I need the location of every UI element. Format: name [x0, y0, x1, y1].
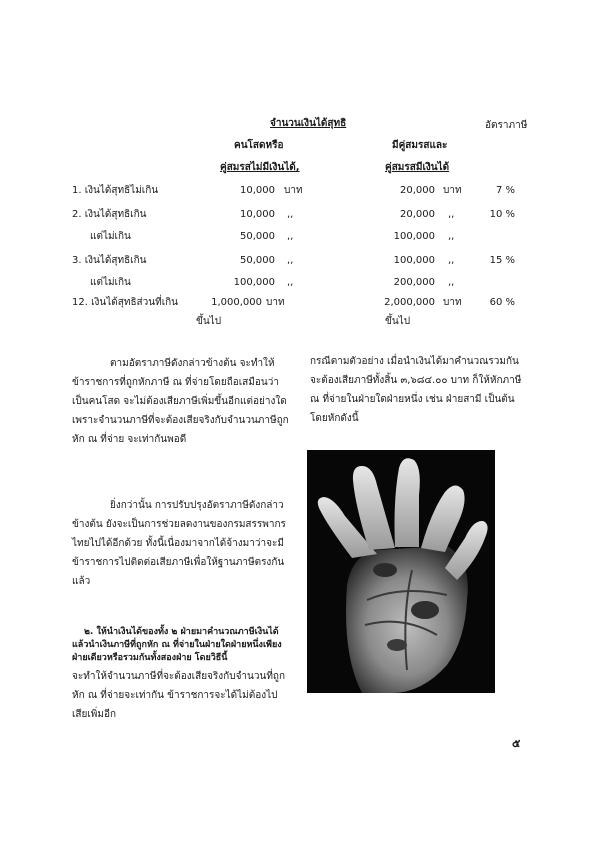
left-paragraph-2: ยิ่งกว่านั้น การปรับปรุงอัตราภาษีดังกล่าวข้างต้น ยังจะเป็นการช่วยลดงานของกรมสรรพากรไทยไปได้อีกด้วย ทั้งนี้เนื่องมาจากได้จ้างมาว่าจะมีข้าราชการไปติดต่อเสียภาษีเพื่อให้ฐานภาษีตรงกันแล้ว — [72, 500, 286, 587]
unit-married: ,, — [448, 277, 455, 288]
unit-single: ,, — [287, 277, 294, 288]
row-label: 2. เงินได้สุทธิเกิน — [72, 209, 147, 220]
unit-married: ,, — [448, 255, 455, 266]
col1-header-line2: คู่สมรสไม่มีเงินได้, — [220, 162, 300, 173]
col1-header-line1: คนโสดหรือ — [234, 140, 284, 151]
unit-single: ,, — [287, 209, 294, 220]
row-label: 3. เงินได้สุทธิเกิน — [72, 255, 147, 266]
left-paragraph-1: ตามอัตราภาษีดังกล่าวข้างต้น จะทำให้ข้าราชการที่ถูกหักภาษี ณ ที่จ่ายโดยถือเสมือนว่า เป็นคนโสด จะไม่ต้องเสียภาษีเพิ่มขึ้นอีกแต่อย่างใด เพราะจำนวนภาษีที่จะต้องเสียจริงกับจำนวนภาษีถูกหัก ณ ที่จ่าย จะเท่ากันพอดี — [72, 358, 289, 445]
value-married: 100,000 — [393, 255, 435, 266]
value-single: 100,000 — [233, 277, 275, 288]
col2-header-line2: คู่สมรสมีเงินได้ — [385, 162, 450, 173]
row-label: แต่ไม่เกิน — [90, 231, 131, 242]
table-title: จำนวนเงินได้สุทธิ — [270, 118, 347, 129]
unit-single: บาท — [284, 185, 303, 196]
col2-footer: ขึ้นไป — [385, 316, 411, 327]
left-paragraph-3-bold: ๒. ให้นำเงินได้ของทั้ง ๒ ฝ่ายมาคำนวณภาษีเงินได้ แล้วนำเงินภาษีที่ถูกหัก ณ ที่จ่ายในฝ่ายใดฝ่ายหนึ่งเพียงฝ่ายเดียวหรือรวมกันทั้งสองฝ่าย โดยวิธีนี้ — [72, 627, 282, 663]
tax-rate: 15 % — [489, 255, 515, 266]
row-label: 12. เงินได้สุทธิส่วนที่เกิน — [72, 297, 178, 308]
unit-married: ,, — [448, 209, 455, 220]
value-single: 1,000,000 — [211, 297, 262, 308]
rate-header: อัตราภาษี — [485, 120, 528, 131]
row-label: 1. เงินได้สุทธิไม่เกิน — [72, 185, 159, 196]
left-paragraph-3: จะทำให้จำนวนภาษีที่จะต้องเสียจริงกับจำนวนที่ถูกหัก ณ ที่จ่ายจะเท่ากัน ข้าราชการจะได้ไม่ต้องไปเสียเพิ่มอีก — [72, 671, 286, 720]
value-married: 2,000,000 — [384, 297, 435, 308]
col2-header-line1: มีคู่สมรสและ — [392, 140, 448, 151]
unit-single: บาท — [266, 297, 285, 308]
row-label: แต่ไม่เกิน — [90, 277, 131, 288]
unit-single: ,, — [287, 231, 294, 242]
unit-married: บาท — [443, 185, 462, 196]
value-married: 200,000 — [393, 277, 435, 288]
value-married: 20,000 — [400, 209, 435, 220]
unit-married: ,, — [448, 231, 455, 242]
value-single: 50,000 — [240, 255, 275, 266]
tax-rate: 60 % — [489, 297, 515, 308]
hand-photo — [307, 450, 495, 693]
unit-single: ,, — [287, 255, 294, 266]
hand-illustration — [307, 450, 495, 693]
value-single: 50,000 — [240, 231, 275, 242]
tax-rate: 10 % — [489, 209, 515, 220]
col1-footer: ขึ้นไป — [196, 316, 222, 327]
page-number: ๕ — [512, 737, 521, 750]
right-paragraph-1: กรณีตามตัวอย่าง เมื่อนำเงินได้มาคำนวณรวมกัน จะต้องเสียภาษีทั้งสิ้น ๓,๖๘๔.๐๐ บาท ก็ให้หักภาษี ณ ที่จ่ายในฝ่ายใดฝ่ายหนึ่ง เช่น ฝ่ายสามี เป็นต้น โดยหักดังนี้ — [310, 356, 522, 424]
value-married: 100,000 — [393, 231, 435, 242]
value-married: 20,000 — [400, 185, 435, 196]
unit-married: บาท — [443, 297, 462, 308]
value-single: 10,000 — [240, 185, 275, 196]
value-single: 10,000 — [240, 209, 275, 220]
tax-rate: 7 % — [495, 185, 515, 196]
